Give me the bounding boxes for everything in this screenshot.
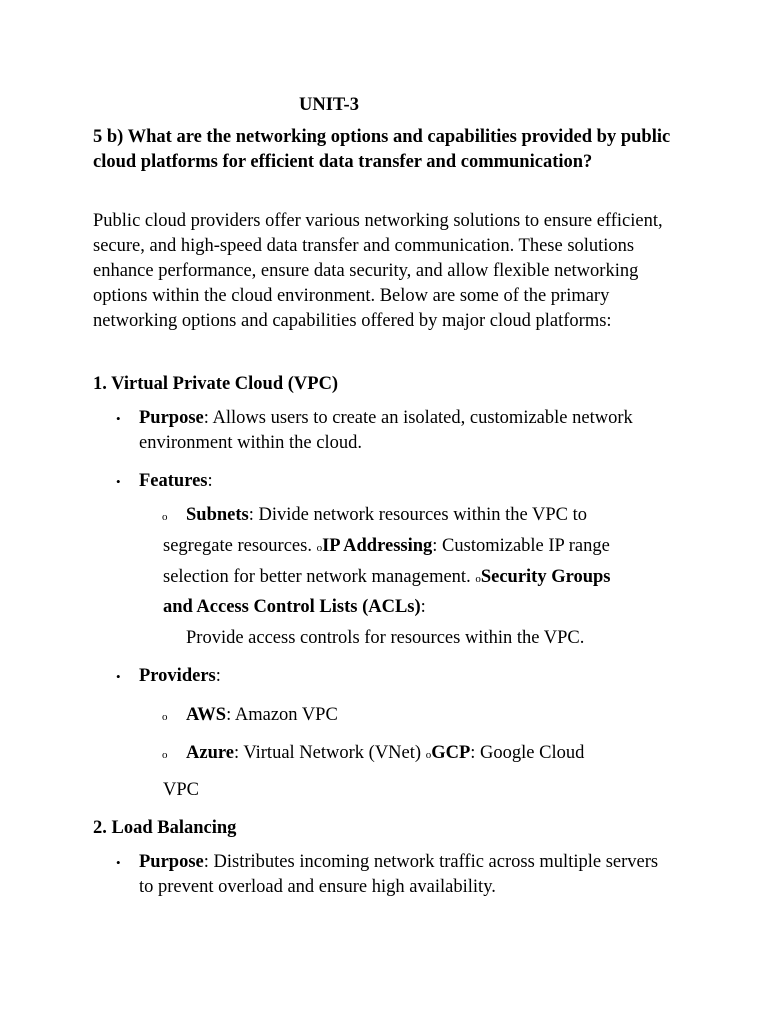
ip-line-2 [163, 565, 611, 592]
sg-text: Provide access controls for resources within the VPC. [186, 628, 585, 648]
sub-bullet-icon: o [162, 711, 168, 723]
lb-purpose-item [139, 850, 669, 900]
bullet-icon: • [116, 855, 121, 870]
intro-paragraph: Public cloud providers offer various networking solutions to ensure efficient, secure, and high-speed data transfer and communication. These solutions enhance performance, ensure data security, and allow flexible networking options within the cloud environment. Below are some of the primary networking options and capabilities offered by major cloud platforms: [93, 211, 663, 331]
purpose-text: : Distributes incoming network traffic across multiple servers to prevent overload and ensure high availability. [139, 852, 659, 897]
sub-bullet-icon: o [162, 511, 168, 523]
gcp-label: GCP [431, 743, 471, 763]
gcp-text: : Google Cloud [470, 743, 585, 763]
purpose-label: Purpose [139, 852, 204, 872]
section-heading-load-balancing: 2. Load Balancing [93, 818, 237, 838]
aws-text: : Amazon VPC [226, 705, 338, 725]
acl-label: and Access Control Lists (ACLs) [163, 597, 421, 617]
subnets-text: : Divide network resources within the VPC to [248, 505, 588, 525]
sub-bullet-icon: o [316, 542, 323, 554]
acl-colon: : [420, 597, 426, 617]
purpose-text: : Allows users to create an isolated, customizable network environment within the cloud. [139, 408, 633, 453]
providers-colon: : [215, 666, 221, 686]
subnets-line-1 [186, 503, 587, 528]
ip-addressing-label: IP Addressing [322, 536, 433, 556]
section-heading-vpc: 1. Virtual Private Cloud (VPC) [93, 374, 339, 394]
azure-text: : Virtual Network (VNet) [233, 743, 422, 763]
sub-bullet-icon: o [425, 749, 432, 761]
security-groups-label: Security Groups [480, 567, 611, 587]
azure-label: Azure [186, 743, 234, 763]
unit-title: UNIT-3 [299, 95, 359, 115]
subnets-text-cont: segregate resources. [163, 536, 312, 556]
providers-label: Providers [139, 666, 216, 686]
subnets-line-2 [163, 534, 610, 561]
vpc-purpose-item [139, 406, 659, 456]
question-heading: 5 b) What are the networking options and capabilities provided by public cloud platforms for efficient data transfer and communication? [93, 127, 671, 172]
ip-addressing-text-cont: selection for better network management. [163, 567, 471, 587]
bullet-icon: • [116, 474, 121, 489]
bullet-icon: • [116, 669, 121, 684]
gcp-text-cont: VPC [163, 780, 199, 800]
provider-aws [186, 703, 338, 728]
sub-bullet-icon: o [475, 573, 481, 585]
sg-line-2 [163, 595, 426, 620]
sub-bullet-icon: o [162, 749, 168, 761]
aws-label: AWS [186, 705, 227, 725]
vpc-features-item [139, 469, 213, 494]
purpose-label: Purpose [139, 408, 204, 428]
bullet-icon: • [116, 411, 121, 426]
features-colon: : [207, 471, 213, 491]
provider-azure-gcp [186, 741, 584, 768]
vpc-providers-item [139, 664, 221, 689]
subnets-label: Subnets [186, 505, 249, 525]
features-label: Features [139, 471, 208, 491]
ip-addressing-text: : Customizable IP range [432, 536, 610, 556]
